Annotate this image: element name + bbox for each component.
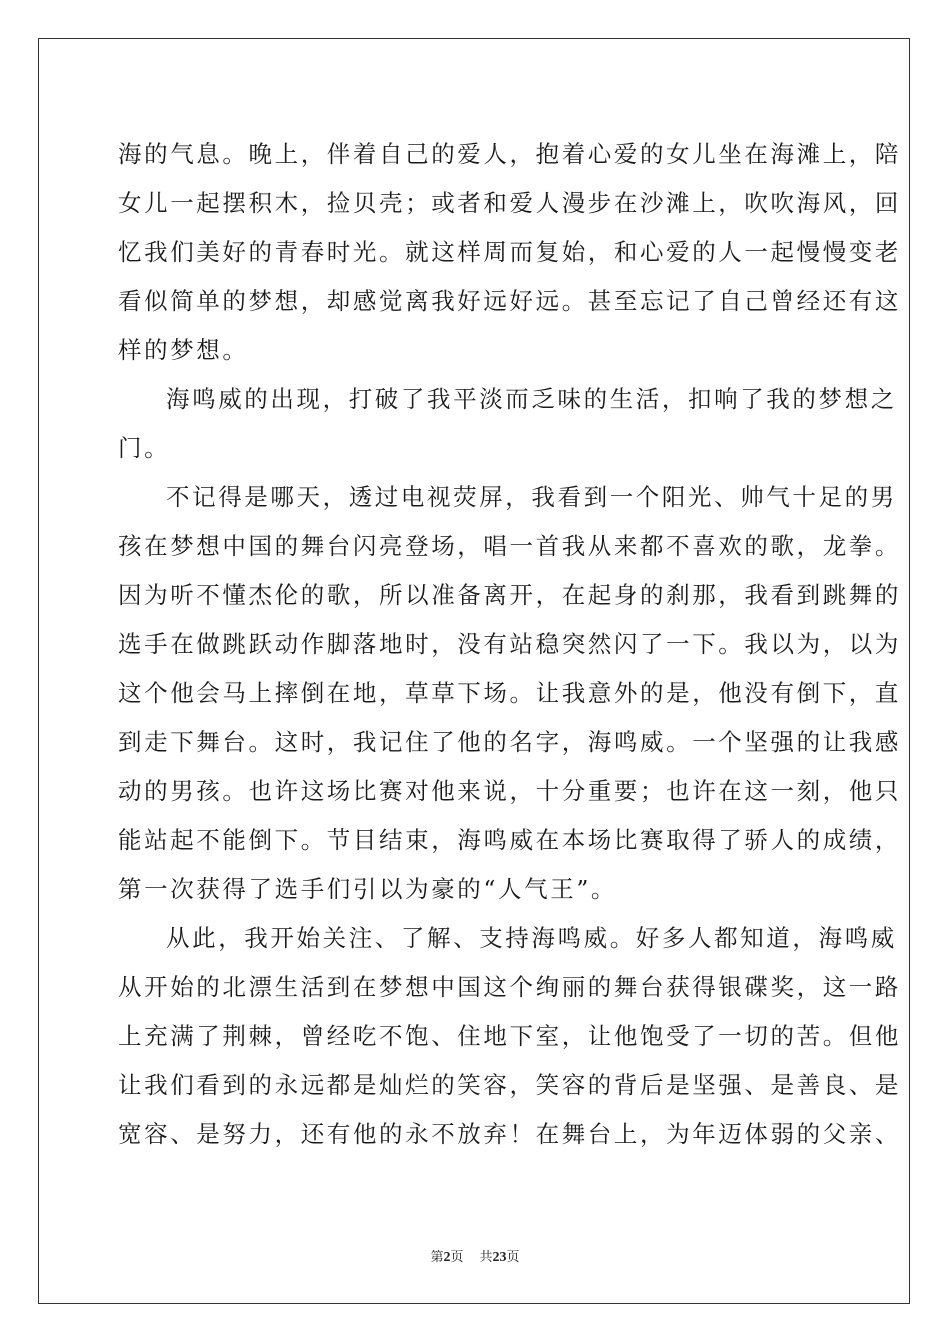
text-line: 能站起不能倒下。节目结束，海鸣威在本场比赛取得了骄人的成绩， [118,826,901,854]
text-line: 选手在做跳跃动作脚落地时，没有站稳突然闪了一下。我以为，以为 [118,630,901,658]
footer-page-prefix: 第 [430,1250,444,1265]
text-line: 忆我们美好的青春时光。就这样周而复始，和心爱的人一起慢慢变老 [118,238,901,266]
text-line: 样的梦想。 [118,336,249,364]
text-line: 到走下舞台。这时，我记住了他的名字，海鸣威。一个坚强的让我感 [118,728,901,756]
text-line: 让我们看到的永远都是灿烂的笑容，笑容的背后是坚强、是善良、是 [118,1071,901,1099]
text-line: 第一次获得了选手们引以为豪的“人气王”。 [118,875,618,903]
text-line: 上充满了荆棘，曾经吃不饱、住地下室，让他饱受了一切的苦。但他 [118,1022,901,1050]
text-line: 不记得是哪天，透过电视荧屏，我看到一个阳光、帅气十足的男 [166,483,897,511]
text-line: 从开始的北漂生活到在梦想中国这个绚丽的舞台获得银碟奖，这一路 [118,973,901,1001]
text-line: 因为听不懂杰伦的歌，所以准备离开，在起身的刹那，我看到跳舞的 [118,581,901,609]
text-line: 海的气息。晚上，伴着自己的爱人，抱着心爱的女儿坐在海滩上，陪 [118,140,901,168]
text-line: 从此，我开始关注、了解、支持海鸣威。好多人都知道，海鸣威 [166,924,897,952]
footer-total-prefix: 共 [479,1250,493,1265]
footer-page-suffix: 页 [450,1250,464,1265]
text-line: 门。 [118,434,171,462]
text-line: 这个他会马上摔倒在地，草草下场。让我意外的是，他没有倒下，直 [118,679,901,707]
footer-page-current: 2 [443,1250,451,1265]
text-line: 宽容、是努力，还有他的永不放弃！在舞台上，为年迈体弱的父亲、 [118,1120,901,1148]
text-line: 孩在梦想中国的舞台闪亮登场，唱一首我从来都不喜欢的歌，龙拳。 [118,532,901,560]
text-line: 看似简单的梦想，却感觉离我好远好远。甚至忘记了自己曾经还有这 [118,287,901,315]
footer-total-suffix: 页 [506,1250,520,1265]
text-line: 动的男孩。也许这场比赛对他来说，十分重要；也许在这一刻，他只 [118,777,901,805]
footer-page-total: 23 [492,1250,507,1265]
document-body [118,130,901,1159]
text-line: 海鸣威的出现，打破了我平淡而乏味的生活，扣响了我的梦想之 [166,385,897,413]
text-line: 女儿一起摆积木，捡贝壳；或者和爱人漫步在沙滩上，吹吹海风，回 [118,189,901,217]
page-footer [0,1246,950,1266]
